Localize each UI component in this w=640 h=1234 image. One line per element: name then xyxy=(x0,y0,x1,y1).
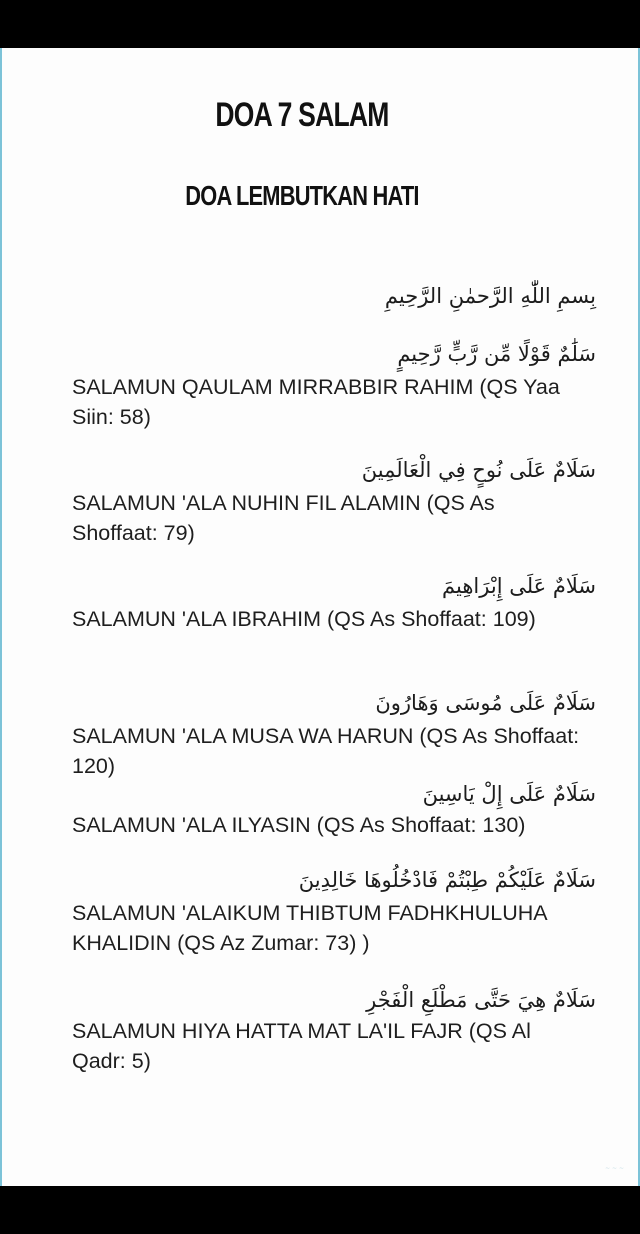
verse-2-arabic: سَلَامٌ عَلَى نُوحٍ فِي الْعَالَمِينَ xyxy=(361,458,596,482)
verse-5-latin: SALAMUN 'ALA ILYASIN (QS As Shoffaat: 130) xyxy=(72,813,526,837)
verse-3-arabic: سَلَامٌ عَلَى إِبْرَاهِيمَ xyxy=(442,574,596,598)
verse-6-arabic: سَلَامٌ عَلَيْكُمْ طِبْتُمْ فَادْخُلُوهَا خَالِدِينَ xyxy=(298,868,596,892)
verse-7-arabic: سَلَامٌ هِيَ حَتَّى مَطْلَعِ الْفَجْرِ xyxy=(366,988,596,1012)
verse-6-latin: SALAMUN 'ALAIKUM THIBTUM FADHKHULUHA KHALIDIN (QS Az Zumar: 73) ) xyxy=(72,901,547,955)
page-title: DOA 7 SALAM xyxy=(215,96,389,134)
verse-1-latin: SALAMUN QAULAM MIRRABBIR RAHIM (QS Yaa Siin: 58) xyxy=(72,375,560,429)
top-black-bar xyxy=(0,0,640,48)
verse-4-arabic: سَلَامٌ عَلَى مُوسَى وَهَارُونَ xyxy=(375,691,596,715)
document-page xyxy=(0,48,640,1186)
verse-5-arabic: سَلَامٌ عَلَى إِلْ يَاسِينَ xyxy=(422,782,596,806)
watermark-mark: ~ ~ ~ xyxy=(605,1165,624,1172)
page-subtitle: DOA LEMBUTKAN HATI xyxy=(185,180,419,211)
verse-3-latin: SALAMUN 'ALA IBRAHIM (QS As Shoffaat: 109) xyxy=(72,607,536,631)
verse-4-latin: SALAMUN 'ALA MUSA WA HARUN (QS As Shoffaat: 120) xyxy=(72,724,580,778)
bottom-black-bar xyxy=(0,1186,640,1234)
verse-1-arabic: سَلَٰمٌ قَوْلًا مِّن رَّبٍّ رَّحِيمٍ xyxy=(397,342,596,366)
basmalah-arabic: بِسمِ اللّٰهِ الرَّحمٰنِ الرَّحِيمِ xyxy=(384,284,596,308)
verse-7-latin: SALAMUN HIYA HATTA MAT LA'IL FAJR (QS Al Qadr: 5) xyxy=(72,1019,531,1073)
verse-2-latin: SALAMUN 'ALA NUHIN FIL ALAMIN (QS As Shoffaat: 79) xyxy=(72,491,495,545)
